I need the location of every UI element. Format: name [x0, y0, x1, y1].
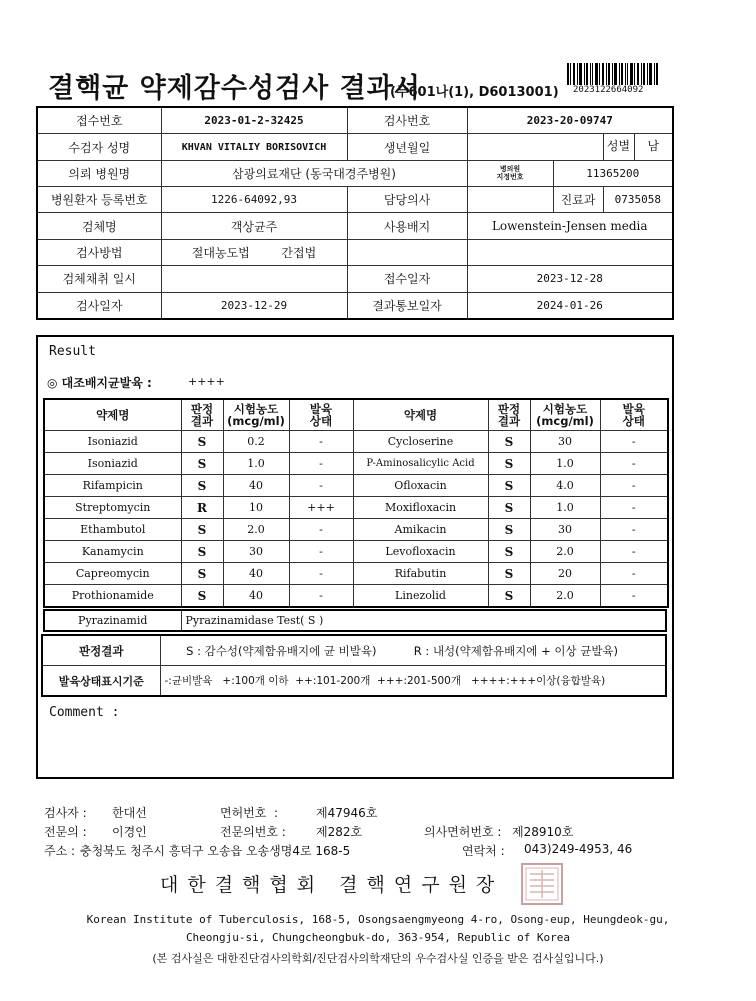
- control-growth-label: ◎ 대조배지균발육 :: [47, 376, 152, 390]
- legend-growth-label: 발육상태표시기준: [42, 666, 160, 697]
- label-medium: 사용배지: [347, 213, 467, 239]
- growth-status: -: [289, 475, 353, 497]
- value-test-no: 2023-20-09747: [467, 107, 673, 134]
- result-code: S: [181, 563, 223, 585]
- result-code: S: [488, 585, 530, 608]
- drug-name: Isoniazid: [44, 431, 181, 453]
- concentration: 1.0: [223, 453, 289, 475]
- concentration: 40: [223, 585, 289, 608]
- drug-susceptibility-table: [43, 398, 669, 608]
- col-conc-1: [223, 399, 289, 431]
- doctor-license-number: 제28910호: [512, 825, 574, 839]
- col-conc-2b: (mcg/ml): [536, 414, 594, 428]
- col-growth-2: [600, 399, 668, 431]
- growth-status: -: [600, 453, 668, 475]
- growth-status: -: [600, 563, 668, 585]
- concentration: 40: [223, 563, 289, 585]
- table-row: [44, 519, 668, 541]
- col-growth-2b: 상태: [622, 414, 645, 428]
- drug-name: Levofloxacin: [353, 541, 488, 563]
- value-hospital-code: 11365200: [553, 160, 673, 186]
- label-hospital-code-a: 병의원: [499, 165, 521, 174]
- pza-value: Pyrazinamidase Test( S ): [181, 610, 666, 631]
- result-code: S: [181, 519, 223, 541]
- drug-name: P-Aminosalicylic Acid: [353, 453, 488, 475]
- address-text: 충청북도 청주시 흥덕구 오송읍 오송생명4로 168-5: [80, 844, 351, 858]
- table-row: [44, 497, 668, 519]
- label-hospital: 의뢰 병원명: [37, 160, 161, 186]
- label-doctor: 담당의사: [347, 187, 467, 213]
- label-department: 진료과: [553, 187, 603, 213]
- value-department: 0735058: [603, 187, 673, 213]
- concentration: 30: [530, 519, 600, 541]
- comment-label: Comment :: [49, 705, 120, 720]
- inspector-name: 한대선: [112, 806, 147, 820]
- legend-judge-label: 판정결과: [42, 635, 160, 666]
- col-drug-name-1: 약제명: [44, 399, 181, 431]
- drug-name: Cycloserine: [353, 431, 488, 453]
- specialist-label: 전문의 :: [44, 825, 87, 839]
- result-code: S: [181, 541, 223, 563]
- col-result-2: [488, 399, 530, 431]
- value-method: [161, 239, 347, 265]
- growth-status: -: [289, 519, 353, 541]
- result-code: S: [488, 431, 530, 453]
- address-label: 주소 :: [44, 844, 76, 858]
- growth-status: -: [600, 475, 668, 497]
- label-test-date: 검사일자: [37, 292, 161, 319]
- concentration: 4.0: [530, 475, 600, 497]
- result-code: S: [181, 431, 223, 453]
- growth-status: -: [289, 563, 353, 585]
- growth-status: +++: [289, 497, 353, 519]
- growth-status: -: [289, 541, 353, 563]
- official-seal-icon: [520, 862, 564, 906]
- result-code: S: [488, 453, 530, 475]
- value-hospital: 삼광의료재단 (동국대경주병원): [161, 160, 467, 186]
- result-code: R: [181, 497, 223, 519]
- organization-name: 대한결핵협회 결핵연구원장: [160, 874, 504, 896]
- col-conc-1b: (mcg/ml): [227, 414, 285, 428]
- result-code: S: [488, 497, 530, 519]
- result-code: S: [488, 563, 530, 585]
- result-code: S: [488, 475, 530, 497]
- col-growth-1b: 상태: [309, 414, 333, 428]
- drug-name: Ethambutol: [44, 519, 181, 541]
- doctor-license-label: 의사면허번호 :: [424, 825, 502, 839]
- col-result-1a: 판정: [190, 402, 214, 416]
- result-code: S: [181, 585, 223, 608]
- table-row: [44, 541, 668, 563]
- value-doctor: [467, 187, 553, 213]
- label-hospital-code: [467, 160, 553, 186]
- growth-status: -: [600, 541, 668, 563]
- table-row: [44, 453, 668, 475]
- drug-name: Kanamycin: [44, 541, 181, 563]
- label-sex: 성별: [604, 134, 635, 159]
- result-code: S: [181, 475, 223, 497]
- drug-name: Linezolid: [353, 585, 488, 608]
- pza-label: Pyrazinamid: [44, 610, 181, 631]
- drug-name: Capreomycin: [44, 563, 181, 585]
- value-method-b: 간접법: [281, 245, 317, 260]
- barcode: [567, 63, 659, 85]
- concentration: 1.0: [530, 453, 600, 475]
- drug-name: Isoniazid: [44, 453, 181, 475]
- label-patient-name: 수검자 성명: [37, 134, 161, 160]
- value-test-date: 2023-12-29: [161, 292, 347, 319]
- col-result-2a: 판정: [497, 402, 521, 416]
- col-result-1: [181, 399, 223, 431]
- concentration: 0.2: [223, 431, 289, 453]
- value-received-date: 2023-12-28: [467, 266, 673, 292]
- label-test-no: 검사번호: [347, 107, 467, 134]
- growth-status: -: [600, 585, 668, 608]
- contact-number: 043)249-4953, 46: [524, 842, 633, 856]
- value-patient-reg-no: 1226-64092,93: [161, 187, 347, 213]
- english-address-line-2: Cheongju-si, Chungcheongbuk-do, 363-954, Republic of Korea: [185, 931, 571, 944]
- col-conc-2a: 시험농도: [542, 402, 588, 416]
- drug-name: Prothionamide: [44, 585, 181, 608]
- col-growth-2a: 발육: [622, 402, 645, 416]
- col-conc-1a: 시험농도: [233, 402, 279, 416]
- drug-name: Rifabutin: [353, 563, 488, 585]
- concentration: 30: [223, 541, 289, 563]
- value-sex: 남: [647, 139, 660, 154]
- value-receipt-no: 2023-01-2-32425: [161, 107, 347, 134]
- legend-judge-r: R : 내성(약제함유배지에 + 이상 균발육): [413, 643, 619, 658]
- document-code: (누601나(1), D6013001): [390, 85, 559, 100]
- value-specimen: 객상균주: [161, 213, 347, 239]
- license-number: 제47946호: [316, 806, 378, 820]
- control-growth-value: ++++: [188, 375, 225, 388]
- label-received-date: 접수일자: [347, 266, 467, 292]
- certification-note: (본 검사실은 대한진단검사의학회/진단검사의학재단의 우수검사실 인증을 받은 검사실입니다.): [152, 952, 604, 965]
- col-growth-1: [289, 399, 353, 431]
- value-method-a: 절대농도법: [191, 245, 250, 260]
- value-collection-date: [161, 266, 347, 292]
- barcode-number: 2023122664092: [573, 85, 644, 95]
- sex-cell: [603, 134, 673, 160]
- legend-table: [41, 634, 667, 697]
- english-address-line-1: Korean Institute of Tuberculosis, 168-5, Osongsaengmyeong 4-ro, Osong-eup, Heungdeok-gu,: [86, 913, 670, 926]
- legend-judge-text: [160, 635, 666, 666]
- label-receipt-no: 접수번호: [37, 107, 161, 134]
- result-code: S: [488, 519, 530, 541]
- result-code: S: [488, 541, 530, 563]
- drug-name: Rifampicin: [44, 475, 181, 497]
- col-conc-2: [530, 399, 600, 431]
- specialist-no: 제282호: [316, 825, 363, 839]
- legend-judge-s: S : 감수성(약제함유배지에 균 비발육): [186, 643, 377, 658]
- concentration: 40: [223, 475, 289, 497]
- inspector-label: 검사자 :: [44, 806, 87, 820]
- patient-info-table: [36, 106, 674, 320]
- growth-status: -: [289, 431, 353, 453]
- empty-cell-a: [347, 239, 467, 265]
- growth-status: -: [600, 431, 668, 453]
- table-row: [44, 475, 668, 497]
- drug-name: Moxifloxacin: [353, 497, 488, 519]
- col-growth-1a: 발육: [309, 402, 333, 416]
- legend-growth-text: -:균비발육 +:100개 이하 ++:101-200개 +++:201-500개 ++++:+++이상(융합발육): [160, 666, 666, 697]
- license-label: 면허번호 :: [220, 806, 279, 820]
- label-patient-reg-no: 병원환자 등록번호: [37, 187, 161, 213]
- table-row: [44, 563, 668, 585]
- col-result-1b: 결과: [190, 414, 214, 428]
- table-row: [44, 431, 668, 453]
- concentration: 1.0: [530, 497, 600, 519]
- growth-status: -: [289, 585, 353, 608]
- specialist-no-label: 전문의번호 :: [220, 825, 286, 839]
- label-collection-date: 검체채취 일시: [37, 266, 161, 292]
- contact-label: 연락처 :: [462, 844, 505, 858]
- result-code: S: [181, 453, 223, 475]
- growth-status: -: [600, 519, 668, 541]
- concentration: 30: [530, 431, 600, 453]
- concentration: 2.0: [530, 585, 600, 608]
- drug-name: Ofloxacin: [353, 475, 488, 497]
- drug-name: Amikacin: [353, 519, 488, 541]
- table-row: [44, 585, 668, 608]
- growth-status: -: [600, 497, 668, 519]
- pyrazinamide-table: [43, 609, 667, 632]
- concentration: 10: [223, 497, 289, 519]
- value-birthdate: [467, 134, 603, 160]
- concentration: 2.0: [530, 541, 600, 563]
- col-result-2b: 결과: [497, 414, 521, 428]
- label-birthdate: 생년월일: [347, 134, 467, 160]
- specialist-name: 이경인: [112, 825, 147, 839]
- label-specimen: 검체명: [37, 213, 161, 239]
- value-medium: Lowenstein-Jensen media: [467, 213, 673, 239]
- drug-name: Streptomycin: [44, 497, 181, 519]
- value-report-date: 2024-01-26: [467, 292, 673, 319]
- label-report-date: 결과통보일자: [347, 292, 467, 319]
- growth-status: -: [289, 453, 353, 475]
- concentration: 20: [530, 563, 600, 585]
- document-title: 결핵균 약제감수성검사 결과서: [48, 73, 421, 104]
- label-method: 검사방법: [37, 239, 161, 265]
- value-patient-name: KHVAN VITALIY BORISOVICH: [161, 134, 347, 160]
- empty-cell-b: [467, 239, 673, 265]
- result-title: Result: [49, 344, 96, 359]
- label-hospital-code-b: 지정번호: [496, 173, 524, 182]
- col-drug-name-2: 약제명: [353, 399, 488, 431]
- concentration: 2.0: [223, 519, 289, 541]
